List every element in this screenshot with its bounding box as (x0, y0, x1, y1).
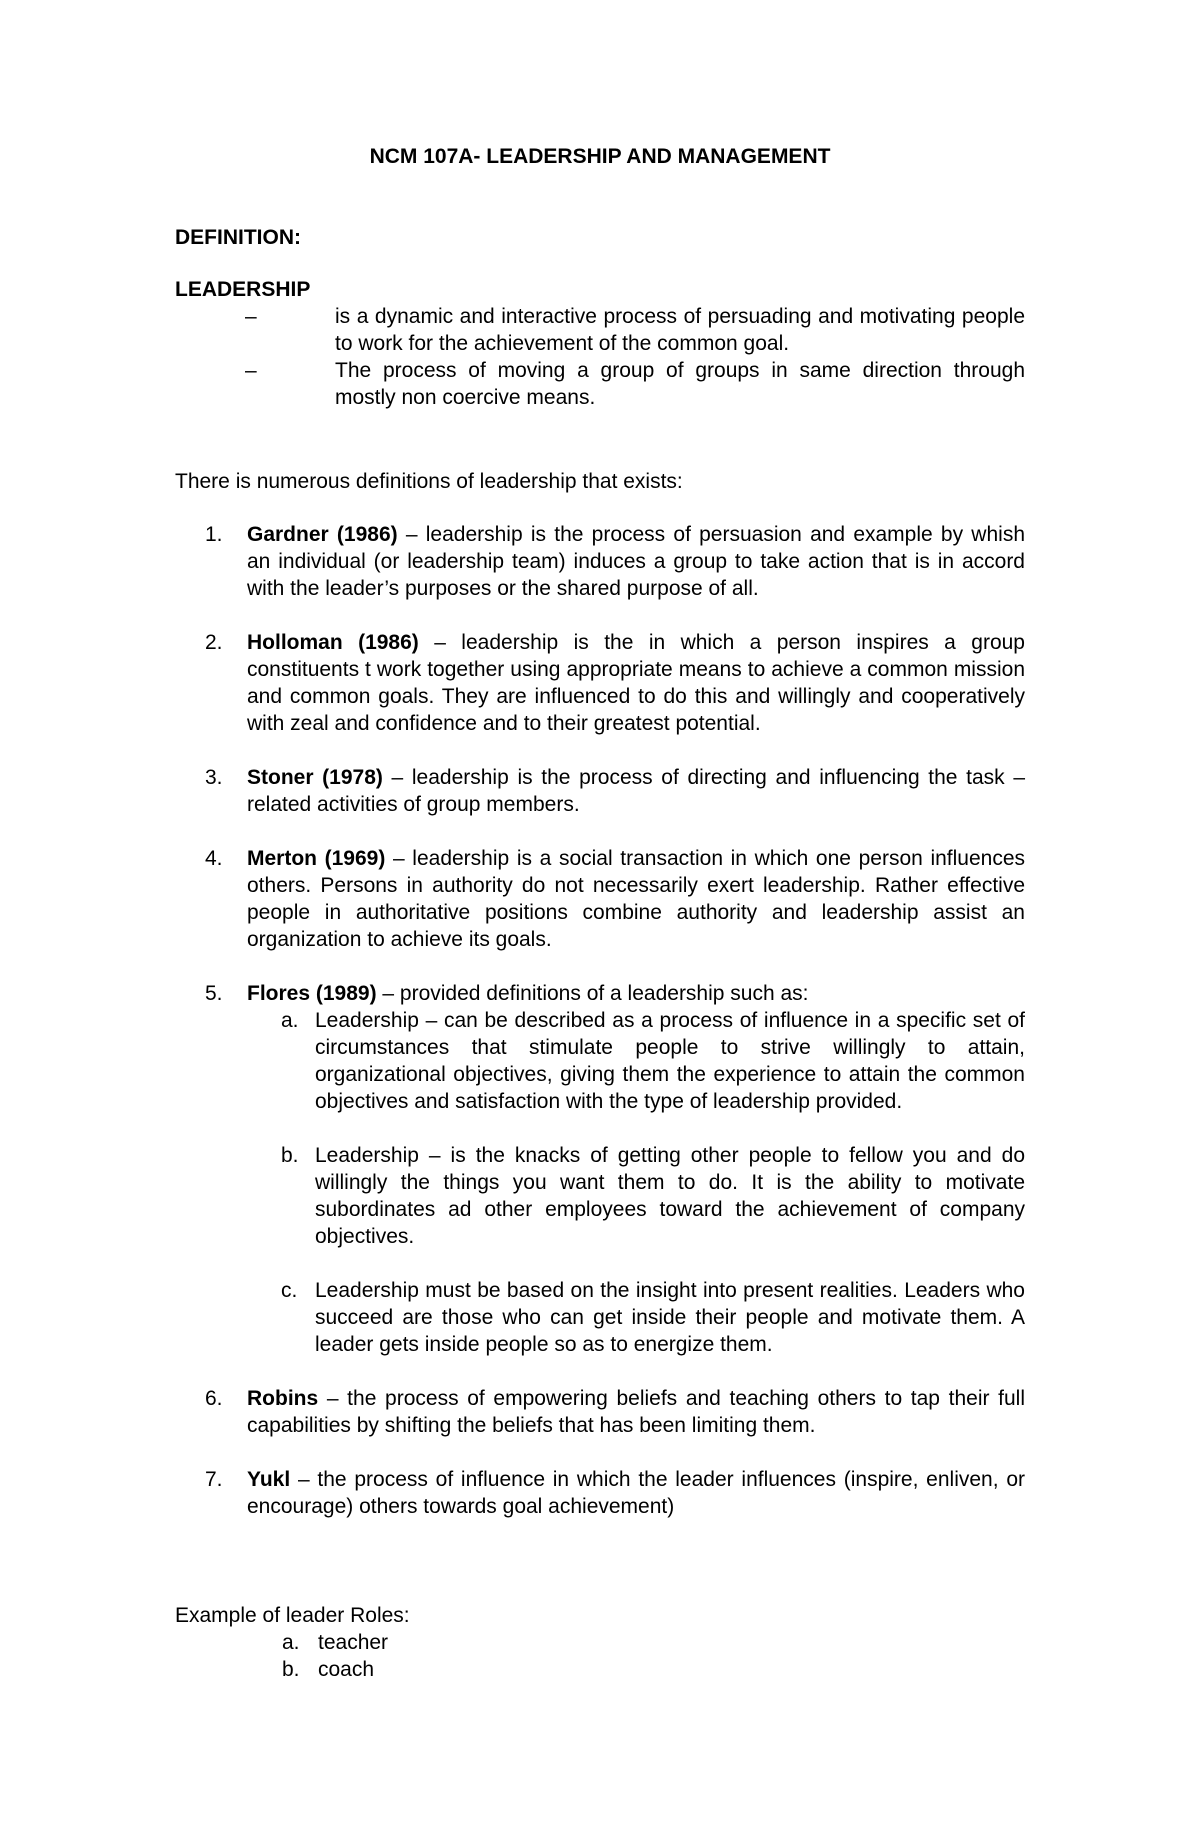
definition-body (247, 1466, 1025, 1520)
sub-text: Leadership – is the knacks of getting other people to fellow you and do willingly the things you want them to do. It is the ability to motivate subordinates ad other employees toward the achievement of company objectives. (315, 1144, 1025, 1248)
role-item (282, 1629, 388, 1656)
definition-body (247, 980, 1025, 1358)
definition-item (205, 629, 1025, 737)
page-title: NCM 107A- LEADERSHIP AND MANAGEMENT (369, 145, 831, 168)
definition-text: – the process of influence in which the leader influences (inspire, enliven, or encourage) others towards goal achievement) (247, 1468, 1025, 1518)
role-letter: b. (282, 1658, 300, 1681)
definition-number: 5. (205, 982, 223, 1005)
author-name: Yukl (247, 1468, 291, 1491)
definition-text: – leadership is the process of directing and influencing the task – related activities of group members. (247, 766, 1025, 816)
definition-item (205, 1385, 1025, 1439)
definition-item (205, 764, 1025, 818)
definition-body (247, 1385, 1025, 1439)
definition-text: – leadership is a social transaction in which one person influences others. Persons in authority do not necessarily exert leadership. Rather effective people in authoritative positions combine authority and leadership assist an organization to achieve its goals. (247, 847, 1026, 951)
definition-body (247, 845, 1025, 953)
leadership-heading: LEADERSHIP (175, 278, 311, 301)
definition-text: – provided definitions of a leadership such as: (376, 982, 809, 1005)
sub-definition-item (247, 1142, 1025, 1250)
definition-number: 3. (205, 766, 223, 789)
sub-definition-list (247, 1007, 1025, 1358)
definition-number: 1. (205, 523, 223, 546)
dash-marker: – (245, 305, 257, 328)
author-name: Robins (247, 1387, 319, 1410)
definition-number: 2. (205, 631, 223, 654)
definition-item (205, 1466, 1025, 1520)
definition-text: – leadership is the process of persuasion and example by whish an individual (or leadership team) induces a group to take action that is in accord with the leader’s purposes or the shared purpose of all. (247, 523, 1025, 600)
definition-heading: DEFINITION: (175, 226, 301, 249)
author-name: Holloman (1986) (247, 631, 419, 654)
roles-list (282, 1629, 388, 1683)
leadership-bullet-list (245, 303, 1025, 411)
dash-marker: – (245, 359, 257, 382)
author-name: Gardner (1986) (247, 523, 398, 546)
role-item (282, 1656, 388, 1683)
definition-body (247, 764, 1025, 818)
role-letter: a. (282, 1631, 300, 1654)
definition-number: 6. (205, 1387, 223, 1410)
sub-definition-item (247, 1277, 1025, 1358)
bullet-item (245, 357, 1025, 411)
definition-number: 7. (205, 1468, 223, 1491)
intro-sentence: There is numerous definitions of leadership that exists: (175, 470, 683, 493)
definition-number: 4. (205, 847, 223, 870)
sub-letter: c. (281, 1279, 298, 1302)
sub-definition-item (247, 1007, 1025, 1115)
definition-item (205, 521, 1025, 602)
sub-letter: b. (281, 1144, 299, 1167)
role-text: coach (318, 1658, 375, 1681)
sub-letter: a. (281, 1009, 299, 1032)
roles-heading: Example of leader Roles: (175, 1604, 410, 1627)
role-text: teacher (318, 1631, 389, 1654)
bullet-item (245, 303, 1025, 357)
sub-text: Leadership must be based on the insight into present realities. Leaders who succeed are those who can get inside their people and motivate them. A leader gets inside people so as to energize them. (315, 1279, 1025, 1356)
sub-text: Leadership – can be described as a process of influence in a specific set of circumstances that stimulate people to strive willingly to attain, organizational objectives, giving them the experience to attain the common objectives and satisfaction with the type of leadership provided. (315, 1009, 1025, 1113)
bullet-text: is a dynamic and interactive process of persuading and motivating people to work for the achievement of the common goal. (335, 305, 1025, 355)
author-name: Stoner (1978) (247, 766, 383, 789)
definition-text: – the process of empowering beliefs and teaching others to tap their full capabilities by shifting the beliefs that has been limiting them. (247, 1387, 1025, 1437)
definition-body (247, 629, 1025, 737)
definition-text: – leadership is the in which a person inspires a group constituents t work together using appropriate means to achieve a common mission and common goals. They are influenced to do this and willingly and cooperatively with zeal and confidence and to their greatest potential. (247, 631, 1025, 735)
author-name: Flores (1989) (247, 982, 377, 1005)
author-name: Merton (1969) (247, 847, 386, 870)
definition-item (205, 845, 1025, 953)
definitions-list (205, 494, 1025, 1520)
definition-item (205, 980, 1025, 1358)
definition-body (247, 521, 1025, 602)
bullet-text: The process of moving a group of groups in same direction through mostly non coercive means. (335, 359, 1025, 409)
